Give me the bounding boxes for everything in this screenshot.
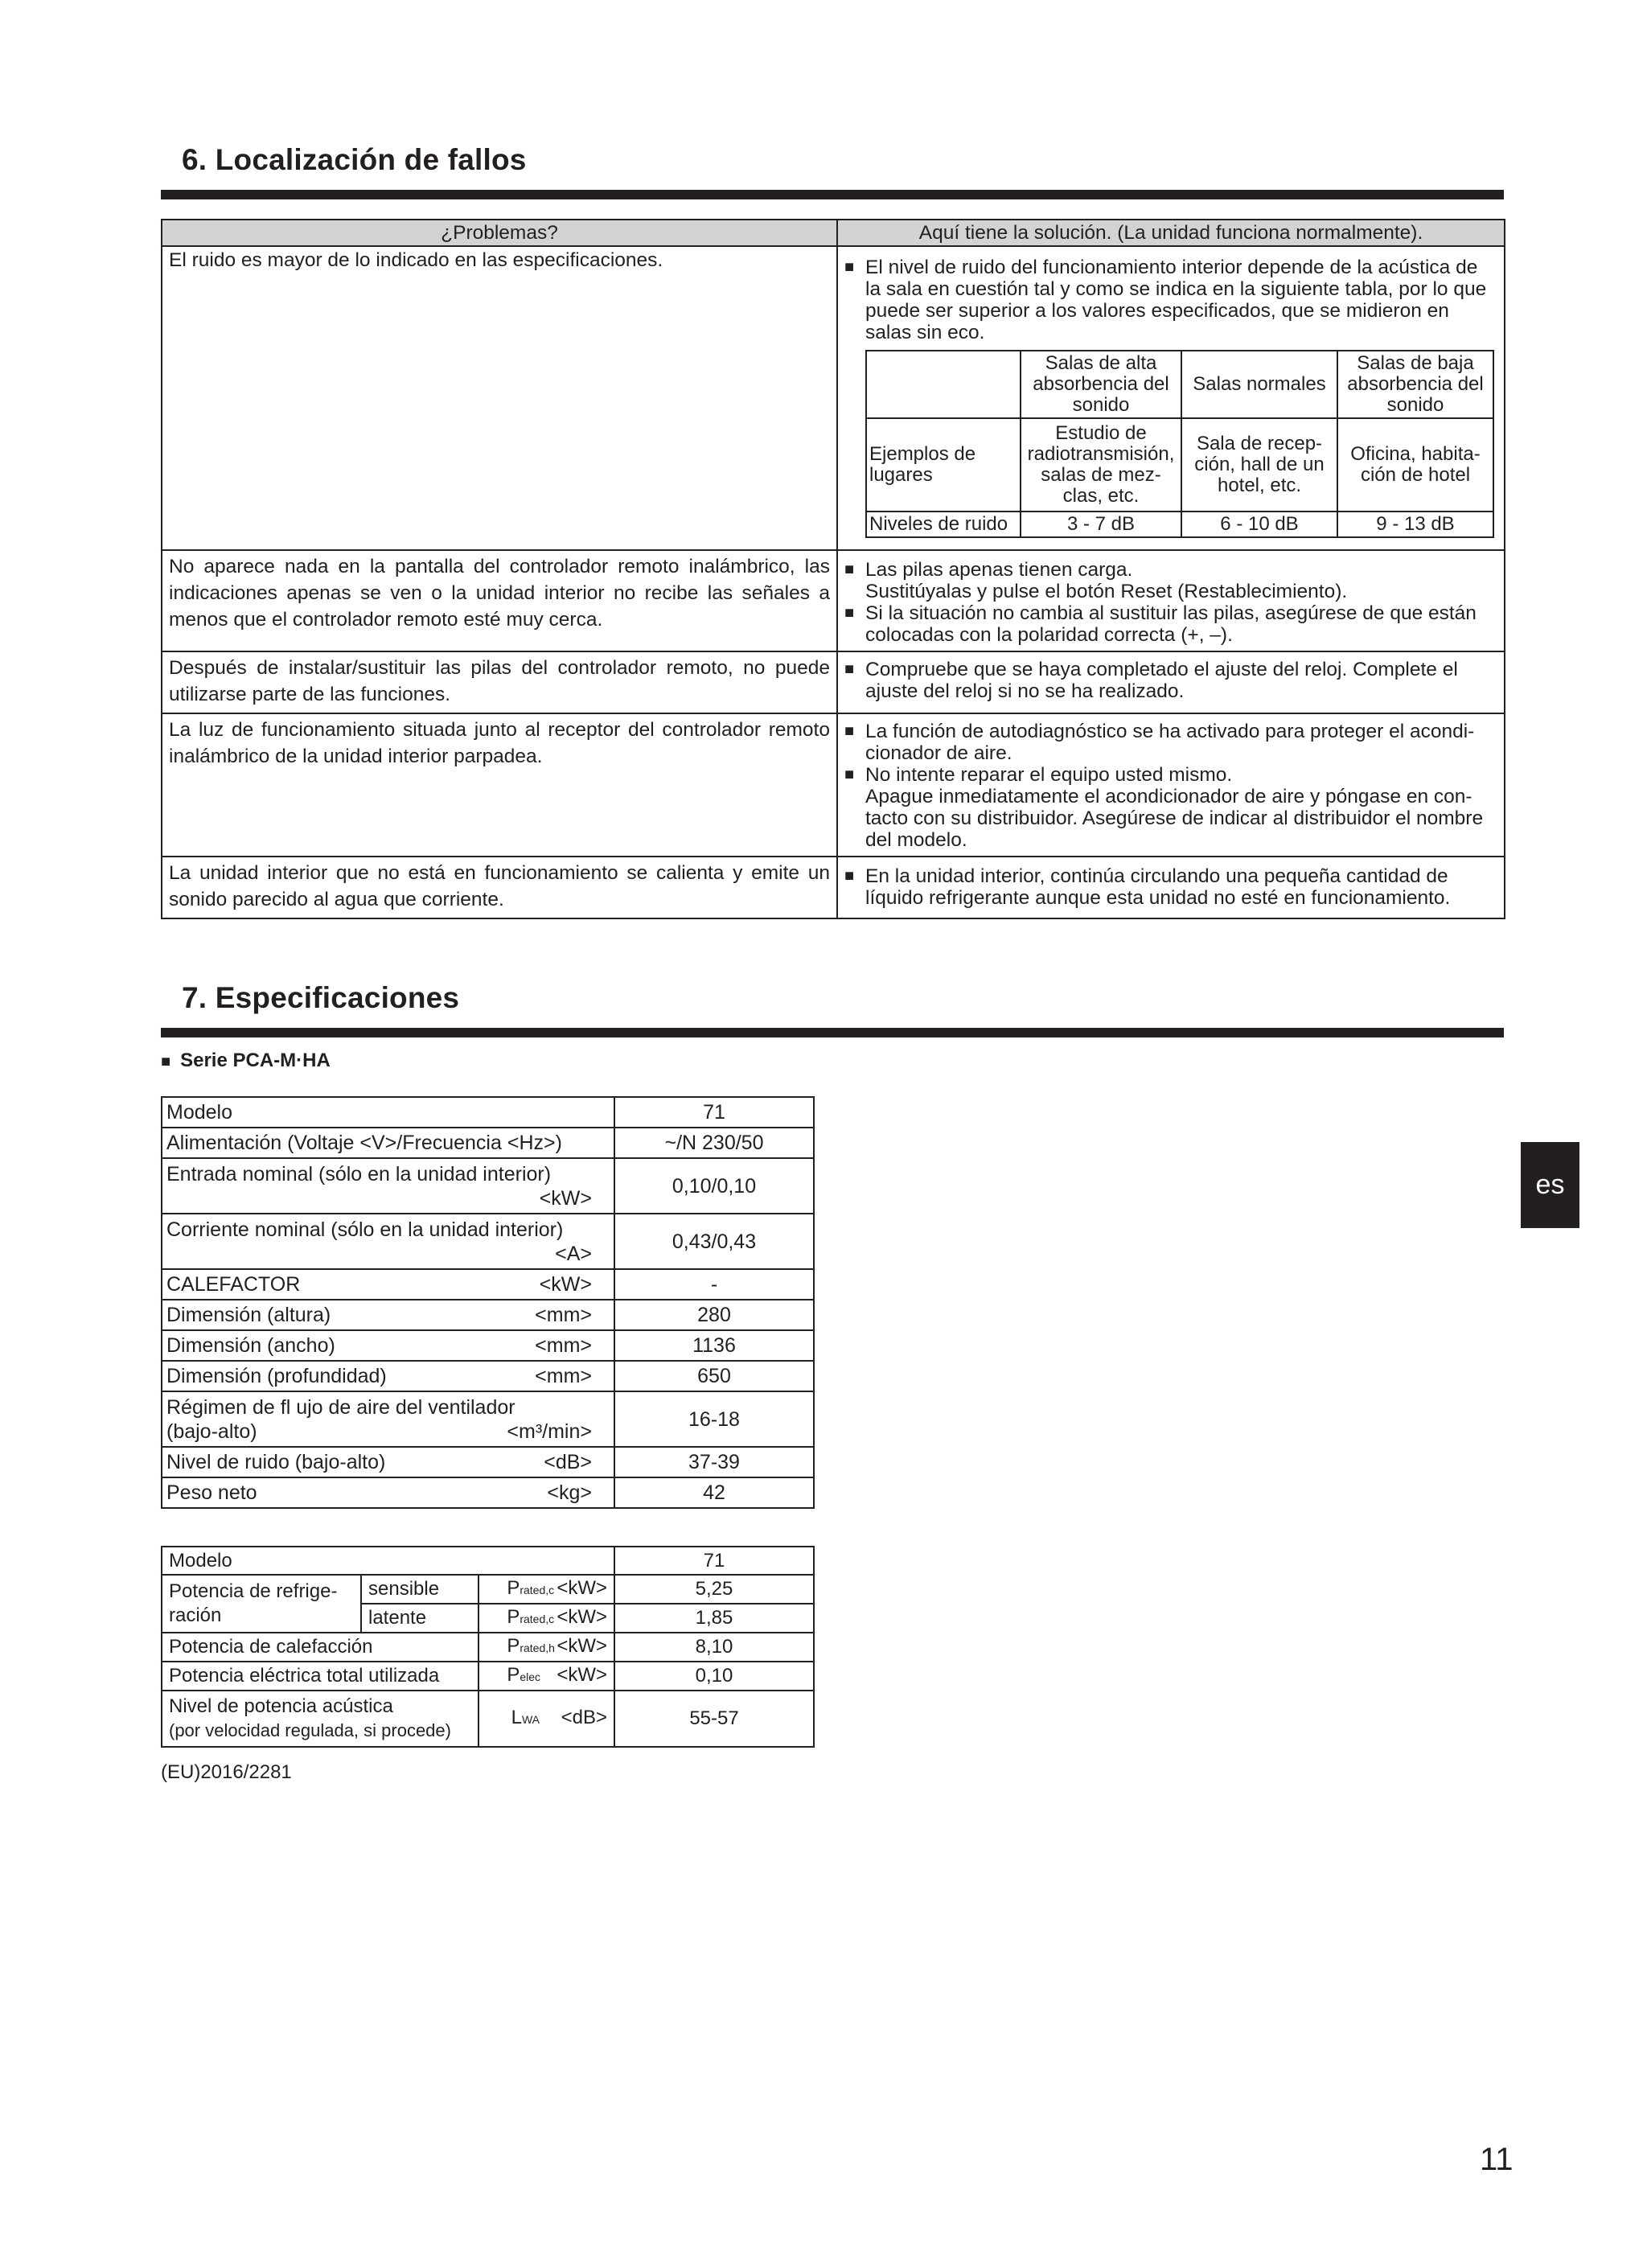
spec-subscript: WA xyxy=(521,1713,540,1726)
table-row xyxy=(162,246,1505,550)
section-rule xyxy=(161,190,1504,199)
spec-unit: <kW> xyxy=(557,1577,608,1599)
table-row xyxy=(162,1547,814,1575)
noise-col-normal: Salas normales xyxy=(1181,351,1337,418)
noise-cell: 9 - 13 dB xyxy=(1337,512,1493,537)
solution-text: ■ Compruebe que se haya completado el ajuste del reloj. Complete el ajuste del reloj si no se ha realizado. xyxy=(844,659,1497,702)
noise-cell: Estudio de radiotransmisión, salas de mez-clas, etc. xyxy=(1021,418,1181,512)
spec-symbol: P xyxy=(507,1664,520,1686)
page-number: 11 xyxy=(1480,2142,1514,2177)
troubleshooting-table xyxy=(161,219,1505,919)
table-row xyxy=(162,1214,814,1269)
noise-row-label: Ejemplos de lugares xyxy=(866,418,1021,512)
noise-row-label: Niveles de ruido xyxy=(866,512,1021,537)
table-row xyxy=(162,1269,814,1300)
table-row xyxy=(162,1361,814,1391)
header-solutions: Aquí tiene la solución. (La unidad funciona normalmente). xyxy=(837,220,1505,246)
noise-cell: Sala de recep-ción, hall de un hotel, etc. xyxy=(1181,418,1337,512)
noise-col-low: Salas de baja absorbencia del sonido xyxy=(1337,351,1493,418)
spec-label: sensible xyxy=(361,1575,478,1604)
spec-value: ~/N 230/50 xyxy=(614,1128,814,1158)
noise-cell: 6 - 10 dB xyxy=(1181,512,1337,537)
spec-value: 55-57 xyxy=(614,1691,814,1747)
spec-unit: <kW> xyxy=(557,1664,608,1686)
spec-subscript: elec xyxy=(520,1670,541,1683)
solution-text: ■ La función de autodiagnóstico se ha activado para proteger el acondi-cionador de aire. xyxy=(844,721,1497,764)
noise-table xyxy=(865,350,1494,538)
solution-text: ■ El nivel de ruido del funcionamiento interior depende de la acústica de la sala en cuestión tal y como se indica en la siguiente tabla, por lo que puede ser superior a los valores especificados, que se midieron en salas sin eco. xyxy=(844,257,1497,343)
spec-label: Corriente nominal (sólo en la unidad interior) xyxy=(166,1218,564,1241)
table-row xyxy=(162,1158,814,1214)
problem-cell: El ruido es mayor de lo indicado en las especificaciones. xyxy=(162,246,837,550)
table-row xyxy=(162,1391,814,1447)
table-row xyxy=(162,1633,814,1662)
spec-unit: <kW> xyxy=(557,1635,608,1657)
table-row xyxy=(162,1477,814,1508)
table-row xyxy=(162,1097,814,1128)
problem-cell: No aparece nada en la pantalla del controlador remoto inalámbrico, las indicaciones apenas se ven o la unidad interior no recibe las señales a menos que el controlador remoto esté muy cerca. xyxy=(162,550,837,651)
table-row xyxy=(162,651,1505,713)
spec-unit: <A> xyxy=(555,1242,592,1265)
problem-cell: La unidad interior que no está en funcionamiento se calienta y emite un sonido parecido al agua que corriente. xyxy=(162,857,837,918)
spec-value: 8,10 xyxy=(614,1633,814,1662)
spec-label: (por velocidad regulada, si procede) xyxy=(169,1720,451,1740)
solution-text: ■ No intente reparar el equipo usted mismo. xyxy=(844,764,1497,786)
spec-value: 0,43/0,43 xyxy=(614,1214,814,1269)
table-row xyxy=(162,1662,814,1691)
solution-cell xyxy=(837,713,1505,857)
spec-table-2 xyxy=(161,1546,815,1748)
solution-text: ■ En la unidad interior, continúa circulando una pequeña cantidad de líquido refrigerante aunque esta unidad no esté en funcionamiento. xyxy=(844,865,1497,909)
spec-unit: <mm> xyxy=(535,1304,592,1326)
table-row xyxy=(162,1447,814,1477)
series-heading xyxy=(161,1050,331,1072)
section-title-troubleshooting: 6. Localización de fallos xyxy=(182,143,527,176)
spec-label: Alimentación (Voltaje <V>/Frecuencia <Hz>) xyxy=(162,1128,614,1158)
spec-label: Dimensión (profundidad) xyxy=(166,1365,387,1387)
spec-value: 280 xyxy=(614,1300,814,1330)
spec-label: Potencia de refrige-ración xyxy=(162,1575,361,1633)
spec-unit: <kW> xyxy=(557,1606,608,1628)
table-row xyxy=(162,713,1505,857)
table-row xyxy=(162,1330,814,1361)
noise-cell: 3 - 7 dB xyxy=(1021,512,1181,537)
table-row xyxy=(162,550,1505,651)
spec-label: Dimensión (ancho) xyxy=(166,1334,335,1357)
spec-table-1 xyxy=(161,1096,815,1509)
table-row xyxy=(162,1300,814,1330)
spec-unit: <kW> xyxy=(539,1273,592,1296)
solution-cell xyxy=(837,550,1505,651)
spec-symbol: P xyxy=(507,1577,520,1599)
spec-unit: <kW> xyxy=(539,1186,592,1210)
spec-value: - xyxy=(614,1269,814,1300)
spec-unit: <mm> xyxy=(535,1365,592,1387)
table-row xyxy=(162,1691,814,1747)
table-row xyxy=(162,1575,814,1604)
problem-cell: Después de instalar/sustituir las pilas del controlador remoto, no puede utilizarse parte de las funciones. xyxy=(162,651,837,713)
spec-label: Peso neto xyxy=(166,1481,257,1504)
noise-col-high: Salas de alta absorbencia del sonido xyxy=(1021,351,1181,418)
spec-label: Modelo xyxy=(162,1097,614,1128)
spec-label: latente xyxy=(361,1604,478,1633)
spec-unit: <mm> xyxy=(535,1334,592,1357)
solution-text: Sustitúyalas y pulse el botón Reset (Restablecimiento). xyxy=(865,581,1348,602)
section-title-specifications: 7. Especificaciones xyxy=(182,981,460,1014)
spec-label: Entrada nominal (sólo en la unidad interior) xyxy=(166,1162,552,1185)
spec-label: (bajo-alto) xyxy=(166,1420,257,1443)
solution-cell xyxy=(837,857,1505,918)
spec-value: 650 xyxy=(614,1361,814,1391)
table-row xyxy=(162,857,1505,918)
spec-value: 71 xyxy=(614,1097,814,1128)
square-bullet-icon: ■ xyxy=(161,1053,171,1070)
spec-label: Nivel de ruido (bajo-alto) xyxy=(166,1451,386,1473)
regulation-note: (EU)2016/2281 xyxy=(161,1761,292,1783)
spec-value: 42 xyxy=(614,1477,814,1508)
spec-label: Dimensión (altura) xyxy=(166,1304,331,1326)
series-label: Serie PCA-M·HA xyxy=(180,1050,331,1071)
noise-cell: Oficina, habita-ción de hotel xyxy=(1337,418,1493,512)
spec-unit: <dB> xyxy=(561,1707,608,1728)
spec-value: 0,10/0,10 xyxy=(614,1158,814,1214)
spec-value: 16-18 xyxy=(614,1391,814,1447)
spec-unit: <dB> xyxy=(544,1451,592,1473)
solution-cell xyxy=(837,246,1505,550)
solution-text: ■ Las pilas apenas tienen carga. xyxy=(844,559,1497,581)
solution-cell xyxy=(837,651,1505,713)
header-problems: ¿Problemas? xyxy=(162,220,837,246)
solution-text: Apague inmediatamente el acondicionador de aire y póngase en con-tacto con su distribuidor. Asegúrese de indicar al distribuidor el nombre del modelo. xyxy=(865,786,1484,851)
spec-symbol: P xyxy=(507,1606,520,1628)
spec-label: Potencia eléctrica total utilizada xyxy=(162,1662,478,1691)
spec-value: 5,25 xyxy=(614,1575,814,1604)
spec-label: Modelo xyxy=(162,1547,614,1575)
spec-value: 0,10 xyxy=(614,1662,814,1691)
spec-subscript: rated,h xyxy=(520,1641,555,1654)
section-rule xyxy=(161,1028,1504,1037)
spec-value: 71 xyxy=(614,1547,814,1575)
spec-subscript: rated,c xyxy=(520,1584,555,1596)
spec-symbol: L xyxy=(511,1707,522,1728)
spec-subscript: rated,c xyxy=(520,1613,555,1625)
spec-label: Régimen de fl ujo de aire del ventilador xyxy=(166,1395,515,1419)
spec-unit: <m³/min> xyxy=(507,1420,592,1443)
problem-cell: La luz de funcionamiento situada junto al receptor del controlador remoto inalámbrico de la unidad interior parpadea. xyxy=(162,713,837,857)
language-tab: es xyxy=(1521,1142,1579,1228)
solution-text: ■ Si la situación no cambia al sustituir las pilas, asegúrese de que están colocadas con la polaridad correcta (+, –). xyxy=(844,602,1497,646)
spec-label: CALEFACTOR xyxy=(166,1273,301,1296)
spec-label: Nivel de potencia acústica xyxy=(169,1695,393,1717)
spec-value: 1,85 xyxy=(614,1604,814,1633)
table-row xyxy=(162,1128,814,1158)
spec-value: 37-39 xyxy=(614,1447,814,1477)
spec-symbol: P xyxy=(507,1635,520,1657)
spec-unit: <kg> xyxy=(547,1481,592,1504)
spec-label: Potencia de calefacción xyxy=(162,1633,478,1662)
spec-value: 1136 xyxy=(614,1330,814,1361)
